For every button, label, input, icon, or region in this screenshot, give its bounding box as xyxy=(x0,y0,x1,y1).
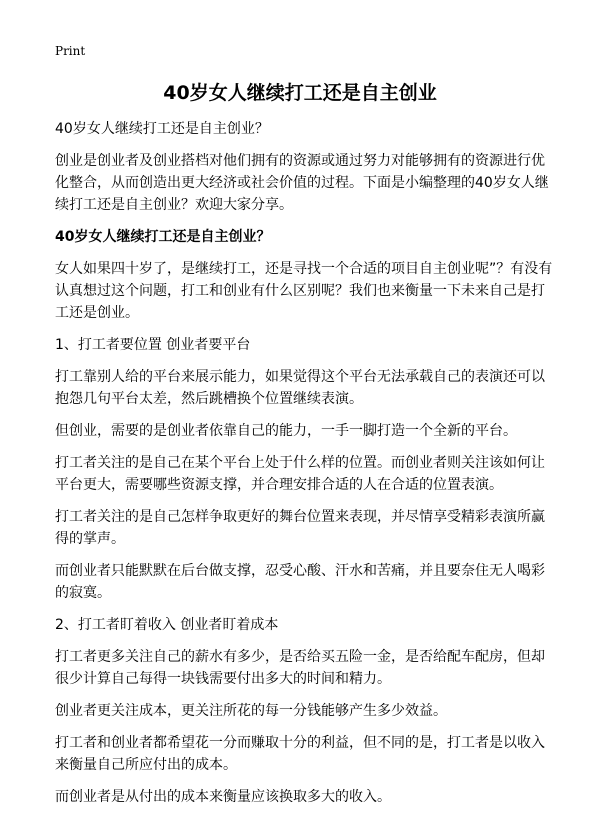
paragraph: 而创业者是从付出的成本来衡量应该换取多大的收入。 xyxy=(55,789,391,805)
subheading: 1、打工者要位置 创业者要平台 xyxy=(55,337,251,353)
paragraph: 打工靠别人给的平台来展示能力，如果觉得这个平台无法承载自己的表演还可以抱怨几句平台太差，然后跳槽换个位置继续表演。 xyxy=(55,369,545,407)
section-heading: 40岁女人继续打工还是自主创业？ xyxy=(55,229,271,245)
paragraph: 但创业，需要的是创业者依靠自己的能力，一手一脚打造一个全新的平台。 xyxy=(55,423,517,439)
paragraph: 打工者关注的是自己怎样争取更好的舞台位置来表现，并尽情享受精彩表演所赢得的掌声。 xyxy=(55,509,545,547)
subheading: 2、打工者盯着收入 创业者盯着成本 xyxy=(55,617,279,633)
paragraph: 而创业者只能默默在后台做支撑，忍受心酸、汗水和苦痛，并且要奈住无人喝彩的寂寞。 xyxy=(55,563,545,601)
article-body xyxy=(55,118,555,818)
paragraph: 打工者更多关注自己的薪水有多少，是否给买五险一金，是否给配车配房，但却很少计算自己每得一块钱需要付出多大的时间和精力。 xyxy=(55,649,545,687)
paragraph: 打工者关注的是自己在某个平台上处于什么样的位置。而创业者则关注该如何让平台更大，需要哪些资源支撑，并合理安排合适的人在合适的位置表演。 xyxy=(55,455,545,493)
page-title: 40岁女人继续打工还是自主创业 xyxy=(163,82,437,104)
paragraph: 创业是创业者及创业搭档对他们拥有的资源或通过努力对能够拥有的资源进行优化整合，从而创造出更大经济或社会价值的过程。下面是小编整理的40岁女人继续打工还是自主创业？欢迎大家分享。 xyxy=(55,153,549,213)
paragraph: 创业者更关注成本，更关注所花的每一分钱能够产生多少效益。 xyxy=(55,703,447,719)
paragraph: 打工者和创业者都希望花一分而赚取十分的利益，但不同的是，打工者是以收入来衡量自己所应付出的成本。 xyxy=(55,735,545,773)
intro-question: 40岁女人继续打工还是自主创业？ xyxy=(55,121,269,137)
print-link[interactable]: Print xyxy=(55,44,86,58)
paragraph: 女人如果四十岁了，是继续打工，还是寻找一个合适的项目自主创业呢”？有没有认真想过这个问题，打工和创业有什么区别呢？我们也来衡量一下未来自己是打工还是创业。 xyxy=(55,261,553,321)
